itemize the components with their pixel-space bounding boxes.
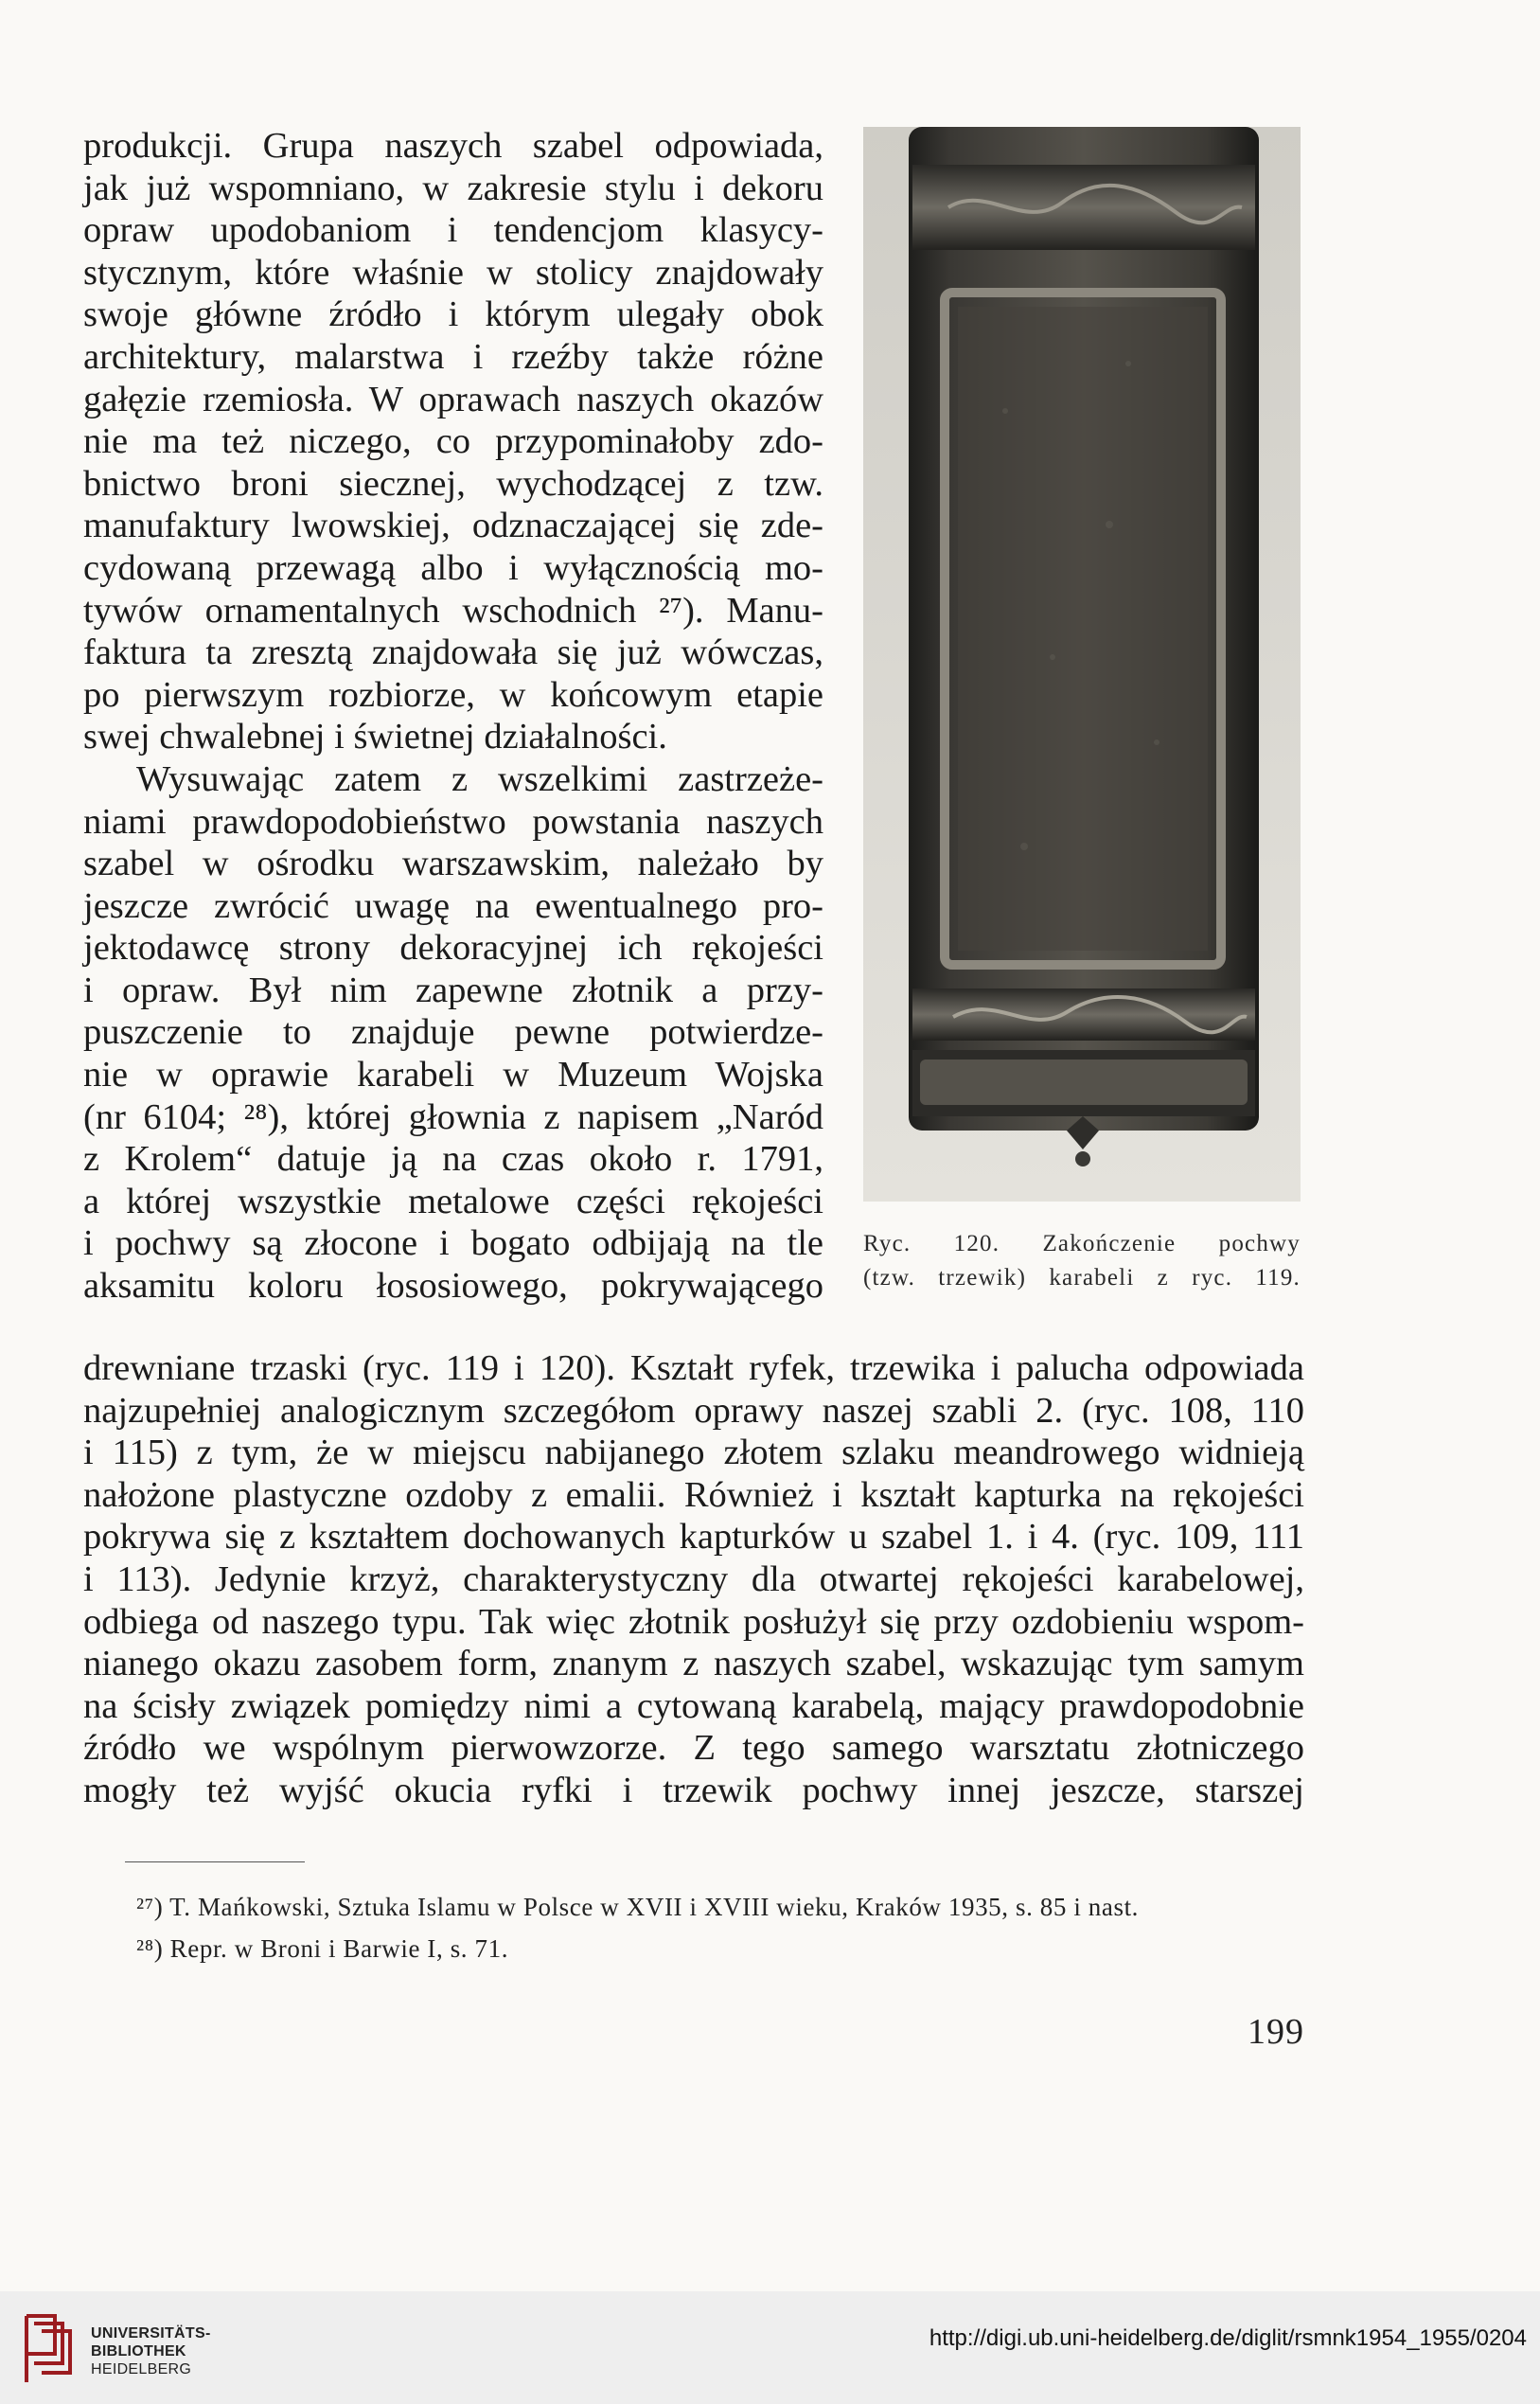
body-text-column xyxy=(83,125,823,1308)
text-line: produkcji. Grupa naszych szabel odpowiada, xyxy=(83,126,823,166)
library-logo-icon xyxy=(17,2297,78,2392)
library-name xyxy=(91,2324,211,2378)
text-line: odbiega od naszego typu. Tak więc złotnik posłużył się przy ozdobieniu wspom- xyxy=(83,1601,1304,1642)
text-line: i 113). Jedynie krzyż, charakterystyczny dla otwartej rękojeści karabelowej, xyxy=(83,1558,1304,1599)
text-line: faktura ta zresztą znajdowała się już wówczas, xyxy=(83,632,823,673)
text-line: jektodawcę strony dekoracyjnej ich rękojeści xyxy=(83,928,823,969)
text-line: manufaktury lwowskiej, odznaczającej się zde- xyxy=(83,506,823,546)
footnote-28: ²⁸) Repr. w Broni i Barwie I, s. 71. xyxy=(136,1934,509,1963)
text-line: źródło we wspólnym pierwowzorze. Z tego samego warsztatu złotniczego xyxy=(83,1728,1304,1769)
text-line: (nr 6104; ²⁸), której głownia z napisem „Naród xyxy=(83,1096,823,1137)
scabbard-chape-photo xyxy=(863,127,1301,1202)
text-line: nie ma też niczego, co przypominałoby zdo- xyxy=(83,421,823,462)
source-url-link[interactable]: http://digi.ub.uni-heidelberg.de/diglit/rsmnk1954_1955/0204 xyxy=(929,2325,1527,2351)
text-line: i 115) z tym, że w miejscu nabijanego złotem szlaku meandrowego widnieją xyxy=(83,1433,1304,1473)
text-line: gałęzie rzemiosła. W oprawach naszych okazów xyxy=(83,379,823,419)
text-line: opraw upodobaniom i tendencjom klasycy- xyxy=(83,210,823,251)
text-line: Wysuwając zatem z wszelkimi zastrzeże- xyxy=(136,758,823,799)
caption-line: Ryc. 120. Zakończenie pochwy xyxy=(863,1231,1301,1256)
text-line: a której wszystkie metalowe części rękojeści xyxy=(83,1181,823,1221)
text-line: po pierwszym rozbiorze, w końcowym etapie xyxy=(83,674,823,715)
text-line: jeszcze zwrócić uwagę na ewentualnego pro- xyxy=(83,885,823,926)
text-line: aksamitu koloru łososiowego, pokrywającego xyxy=(83,1266,823,1307)
text-line: mogły też wyjść okucia ryfki i trzewik pochwy innej jeszcze, starszej xyxy=(83,1770,1304,1810)
text-line: stycznym, które właśnie w stolicy znajdowały xyxy=(83,252,823,293)
text-line: jak już wspomniano, w zakresie stylu i dekoru xyxy=(83,168,823,208)
figure-caption xyxy=(863,1227,1301,1295)
footnotes xyxy=(136,1886,1310,1969)
footnote-27: ²⁷) T. Mańkowski, Sztuka Islamu w Polsce w XVII i XVIII wieku, Kraków 1935, s. 85 i nast. xyxy=(136,1893,1140,1921)
page-number: 199 xyxy=(1248,2012,1304,2052)
text-line: na ścisły związek pomiędzy nimi a cytowaną karabelą, mający prawdopodobnie xyxy=(83,1685,1304,1726)
text-line: i pochwy są złocone i bogato odbijają na tle xyxy=(83,1223,823,1264)
text-line: najzupełniej analogicznym szczegółom oprawy naszej szabli 2. (ryc. 108, 110 xyxy=(83,1390,1304,1431)
text-line: niami prawdopodobieństwo powstania naszych xyxy=(83,801,823,842)
caption-line: (tzw. trzewik) karabeli z ryc. 119. xyxy=(863,1265,1301,1291)
text-line: swoje główne źródło i którym ulegały obok xyxy=(83,294,823,335)
text-line: cydowaną przewagą albo i wyłącznością mo- xyxy=(83,547,823,588)
library-name-line: HEIDELBERG xyxy=(91,2361,192,2377)
text-line: i opraw. Był nim zapewne złotnik a przy- xyxy=(83,970,823,1010)
text-line: drewniane trzaski (ryc. 119 i 120). Kształt ryfek, trzewika i palucha odpowiada xyxy=(83,1348,1304,1388)
text-line: nałożone plastyczne ozdoby z emalii. Również i kształt kapturka na rękojeści xyxy=(83,1474,1304,1515)
text-line: tywów ornamentalnych wschodnich ²⁷). Manu- xyxy=(83,590,823,631)
text-line: architektury, malarstwa i rzeźby także różne xyxy=(83,336,823,377)
library-name-line: BIBLIOTHEK xyxy=(91,2343,186,2359)
text-line: swej chwalebnej i świetnej działalności. xyxy=(83,717,667,757)
text-line: nie w oprawie karabeli w Muzeum Wojska xyxy=(83,1055,823,1095)
library-name-line: UNIVERSITÄTS- xyxy=(91,2325,211,2342)
body-text-full-width xyxy=(83,1347,1304,1812)
text-line: szabel w ośrodku warszawskim, należało by xyxy=(83,844,823,884)
text-line: nianego okazu zasobem form, znanym z naszych szabel, wskazując tym samym xyxy=(83,1644,1304,1684)
text-line: z Krolem“ datuje ją na czas około r. 1791, xyxy=(83,1139,823,1180)
footnote-separator xyxy=(125,1861,305,1862)
text-line: bnictwo broni siecznej, wychodzącej z tzw. xyxy=(83,463,823,504)
text-line: puszczenie to znajduje pewne potwierdze- xyxy=(83,1012,823,1053)
text-line: pokrywa się z kształtem dochowanych kapturków u szabel 1. i 4. (ryc. 109, 111 xyxy=(83,1517,1304,1558)
